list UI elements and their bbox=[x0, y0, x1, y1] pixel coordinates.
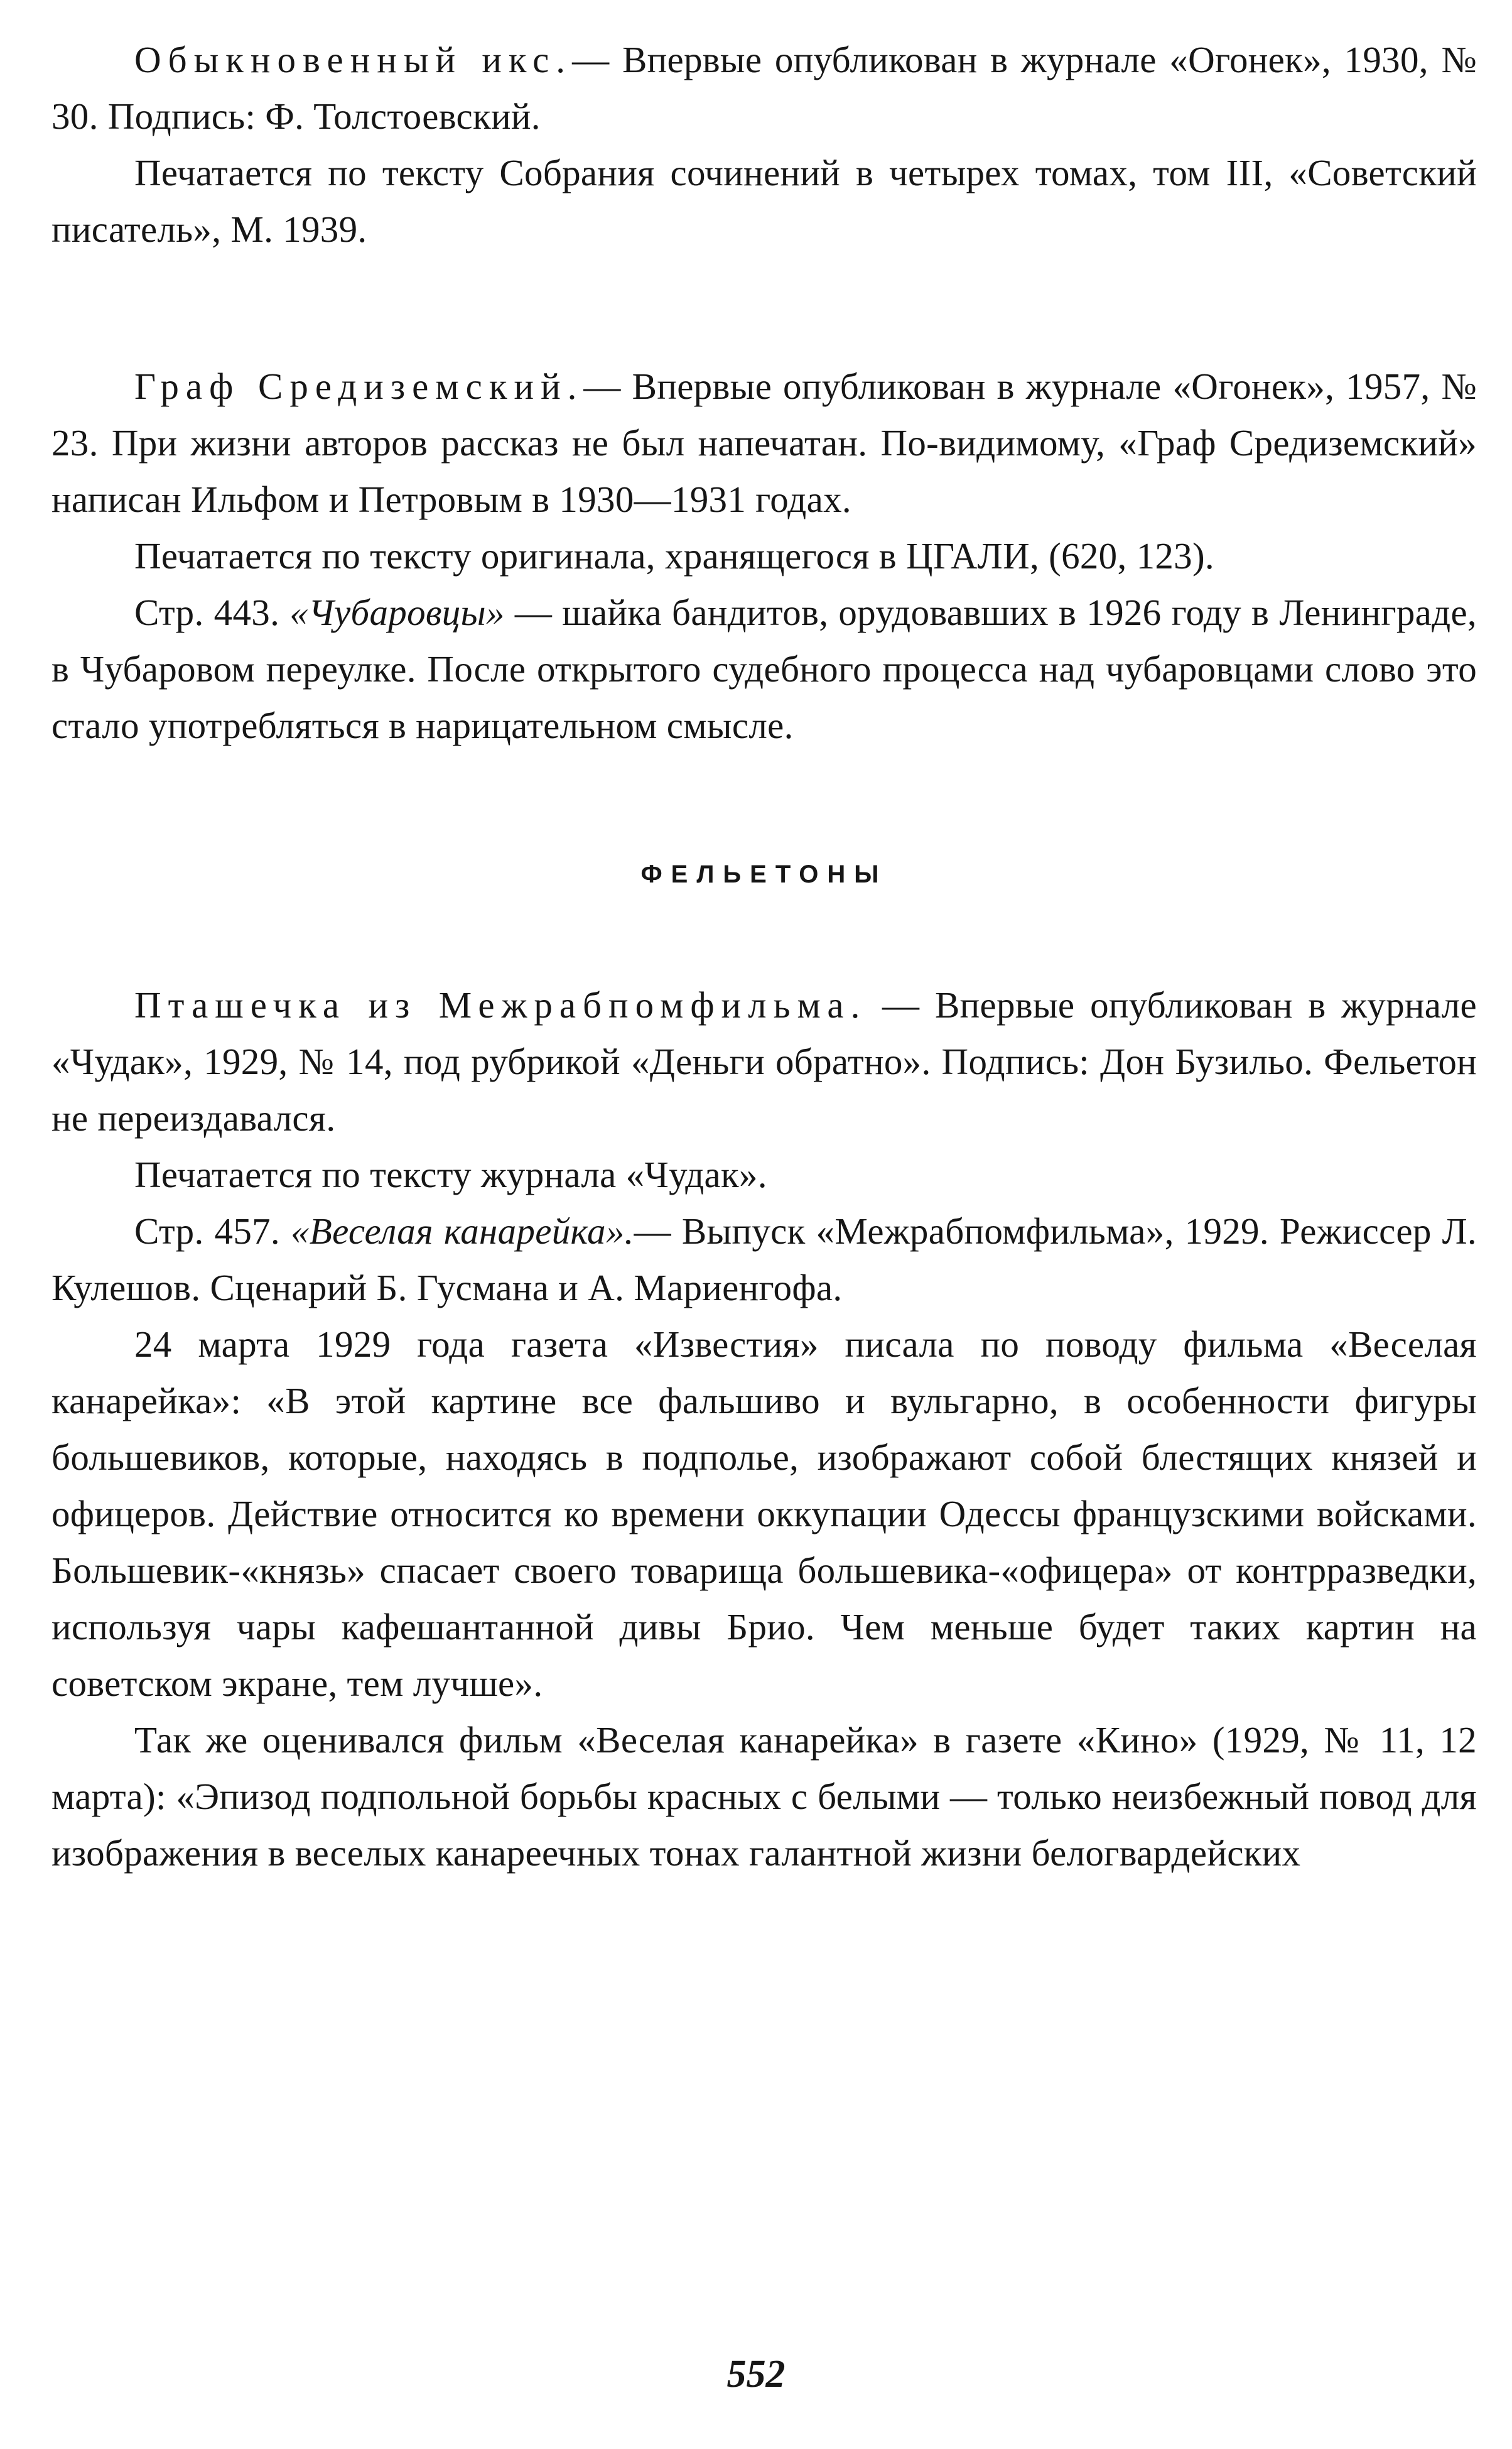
section-heading: ФЕЛЬЕТОНЫ bbox=[640, 861, 888, 888]
note-title: Обыкновенный икс. bbox=[134, 39, 573, 80]
note-obyknovenny-iks bbox=[51, 31, 1477, 144]
comment-term: «Веселая канарейка». bbox=[290, 1210, 634, 1252]
note-ptashechka bbox=[51, 977, 1477, 1146]
quote-kino: Так же оценивался фильм «Веселая канарейка» в газете «Кино» (1929, № 11, 12 марта): «Эпизод подпольной борьбы красных с белыми — только неизбежный повод для изображения в веселых канареечных тонах галантной жизни белогвардейских bbox=[51, 1719, 1477, 1874]
note-text: — Впервые опубликован в журнале «Огонек», 1957, № 23. При жизни авторов рассказ не был напечатан. По-видимому, «Граф Средиземский» написан Ильфом и Петровым в 1930—1931 годах. bbox=[51, 366, 1477, 520]
note-title: Граф Средиземский. bbox=[134, 366, 584, 407]
quote-izvestia: 24 марта 1929 года газета «Известия» писала по поводу фильма «Веселая канарейка»: «В этой картине все фальшиво и вульгарно, в особенности фигуры большевиков, которые, находясь в подполье, изображают собой блестящих князей и офицеров. Действие относится ко времени оккупации Одессы французскими войсками. Большевик-«князь» спасает своего товарища большевика-«офицера» от контрразведки, используя чары кафешантанной дивы Брио. Чем меньше будет таких картин на советском экране, тем лучше». bbox=[51, 1323, 1477, 1704]
note-text: — Впервые опубликован в журнале «Огонек», 1930, № 30. Подпись: Ф. Толстоевский. bbox=[51, 39, 1477, 137]
note-source: Печатается по тексту Собрания сочинений в четырех томах, том III, «Советский писатель», М. 1939. bbox=[51, 152, 1477, 250]
comment-page-ref: Стр. 443. bbox=[134, 592, 280, 633]
comment-text: — шайка бандитов, орудовавших в 1926 году в Ленинграде, в Чубаровом переулке. После открытого судебного процесса над чубаровцами слово это стало употребляться в нарицательном смысле. bbox=[51, 592, 1477, 746]
note-text: — Впервые опубликован в журнале «Чудак», 1929, № 14, под рубрикой «Деньги обратно». Подпись: Дон Бузильо. Фельетон не переиздавался. bbox=[51, 984, 1477, 1139]
note-graf-sredizemsky bbox=[51, 358, 1477, 528]
comment-page-ref: Стр. 457. bbox=[134, 1210, 280, 1252]
paragraph-gap bbox=[51, 258, 1477, 358]
note-title: Пташечка из Межрабпомфильма. bbox=[134, 984, 867, 1026]
note-source: Печатается по тексту журнала «Чудак». bbox=[134, 1154, 767, 1195]
note-comment bbox=[51, 584, 1477, 754]
page-number: 552 bbox=[726, 2353, 786, 2396]
note-comment bbox=[51, 1203, 1477, 1316]
page-content bbox=[51, 31, 1477, 1881]
comment-term: «Чубаровцы» bbox=[289, 592, 505, 633]
note-source: Печатается по тексту оригинала, хранящегося в ЦГАЛИ, (620, 123). bbox=[134, 535, 1214, 577]
comment-text: — Выпуск «Межрабпомфильма», 1929. Режиссер Л. Кулешов. Сценарий Б. Гусмана и А. Мариенгофа. bbox=[51, 1210, 1477, 1308]
